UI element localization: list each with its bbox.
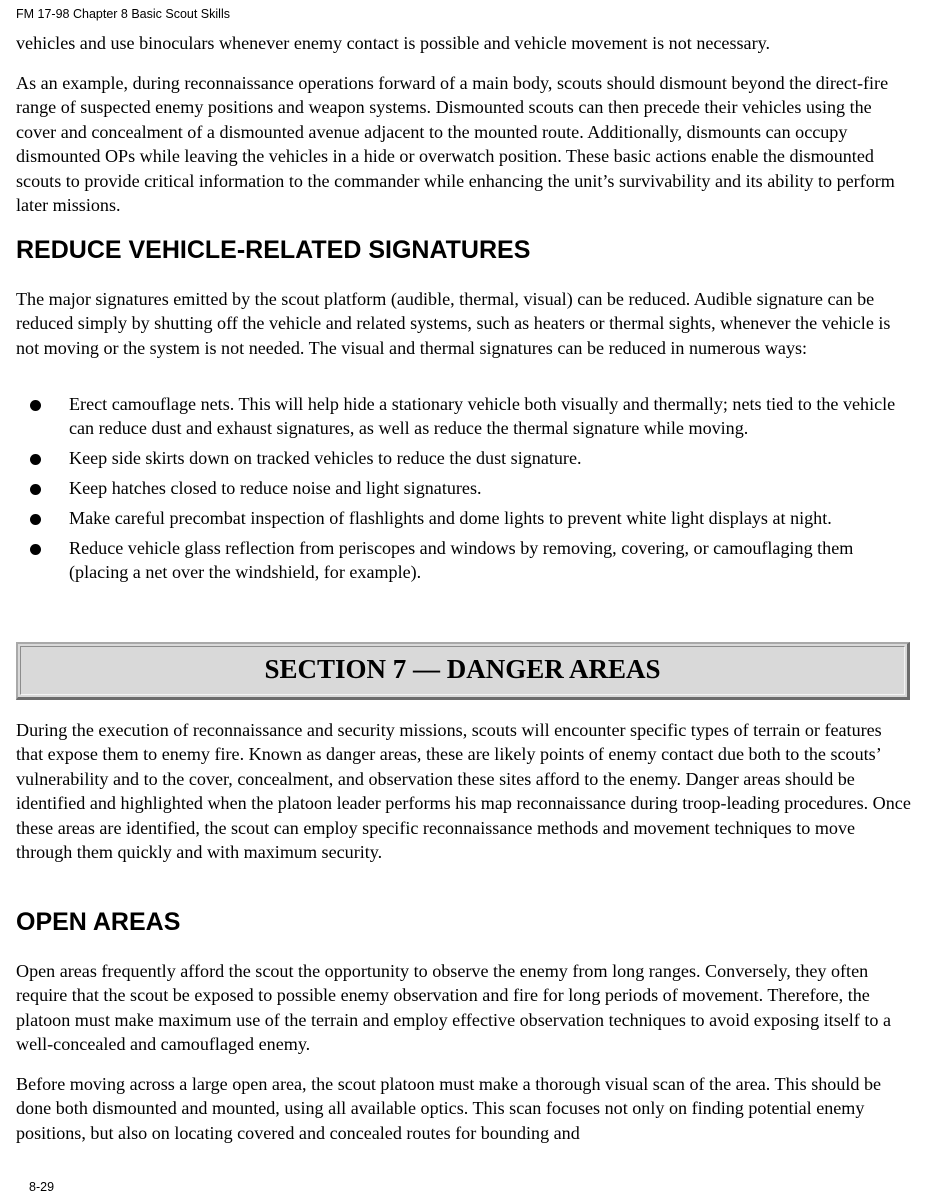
list-item: [16, 392, 911, 441]
signature-reduction-list: [16, 392, 911, 590]
bullet-icon: [30, 400, 41, 411]
list-item: [16, 506, 911, 530]
page-number: 8-29: [29, 1180, 55, 1194]
paragraph-continued: vehicles and use binoculars whenever enemy contact is possible and vehicle movement is not necessary.: [16, 33, 771, 53]
paragraph-visual-scan: Before moving across a large open area, the scout platoon must make a thorough visual scan of the area. This should be done both dismounted and mounted, using all available optics. This scan focuses not only on finding potential enemy positions, but also on locating covered and concealed routes for bounding and: [16, 1074, 882, 1143]
paragraph-danger-areas: During the execution of reconnaissance and security missions, scouts will encounter specific types of terrain or features that expose them to enemy fire. Known as danger areas, these are likely points of enemy contact due both to the scouts’ vulnerability and to the cover, concealment, and observation these sites afford to the enemy. Danger areas should be identified and highlighted when the platoon leader performs his map reconnaissance during troop-leading procedures. Once these areas are identified, the scout can employ specific reconnaissance methods and movement techniques to move through them quickly and with maximum security.: [16, 720, 911, 863]
bullet-icon: [30, 454, 41, 465]
list-item: [16, 536, 911, 585]
paragraph-signatures: The major signatures emitted by the scout platform (audible, thermal, visual) can be reduced. Audible signature can be reduced simply by shutting off the vehicle and related systems, such as heaters or thermal sights, whenever the vehicle is not moving or the system is not needed. The visual and thermal signatures can be reduced in numerous ways:: [16, 289, 891, 358]
list-item-text: Keep hatches closed to reduce noise and light signatures.: [69, 478, 482, 498]
list-item: [16, 476, 911, 500]
heading-open-areas: OPEN AREAS: [16, 908, 181, 936]
list-item-text: Keep side skirts down on tracked vehicles to reduce the dust signature.: [69, 448, 582, 469]
paragraph-open-areas: Open areas frequently afford the scout the opportunity to observe the enemy from long ranges. Conversely, they often require that the scout be exposed to possible enemy observation and fire for long periods of movement. Therefore, the platoon must make maximum use of the terrain and employ effective observation techniques to avoid exposing itself to a well-concealed and camouflaged enemy.: [16, 961, 891, 1055]
bullet-icon: [30, 544, 41, 555]
list-item-text: Make careful precombat inspection of flashlights and dome lights to prevent white light displays at night.: [69, 507, 832, 528]
section-title: SECTION 7 — DANGER AREAS: [264, 654, 661, 684]
heading-reduce-signatures: REDUCE VEHICLE-RELATED SIGNATURES: [16, 236, 531, 264]
running-header: FM 17-98 Chapter 8 Basic Scout Skills: [16, 7, 230, 21]
bullet-icon: [30, 514, 41, 525]
section-banner: [16, 642, 910, 700]
bullet-icon: [30, 484, 41, 495]
paragraph-dismount-example: As an example, during reconnaissance operations forward of a main body, scouts should dismount beyond the direct-fire range of suspected enemy positions and weapon systems. Dismounted scouts can then precede their vehicles using the cover and concealment of a dismounted avenue adjacent to the mounted route. Additionally, dismounts can occupy dismounted OPs while leaving the vehicles in a hide or overwatch position. These basic actions enable the dismounted scouts to provide critical information to the commander while enhancing the unit’s survivability and its ability to perform later missions.: [16, 73, 895, 216]
list-item: [16, 446, 911, 470]
list-item-text: Erect camouflage nets. This will help hide a stationary vehicle both visually and thermally; nets tied to the vehicle can reduce dust and exhaust signatures, as well as reduce the thermal signature while moving.: [69, 394, 896, 439]
list-item-text: Reduce vehicle glass reflection from periscopes and windows by removing, covering, or camouflaging them (placing a net over the windshield, for example).: [69, 537, 854, 582]
